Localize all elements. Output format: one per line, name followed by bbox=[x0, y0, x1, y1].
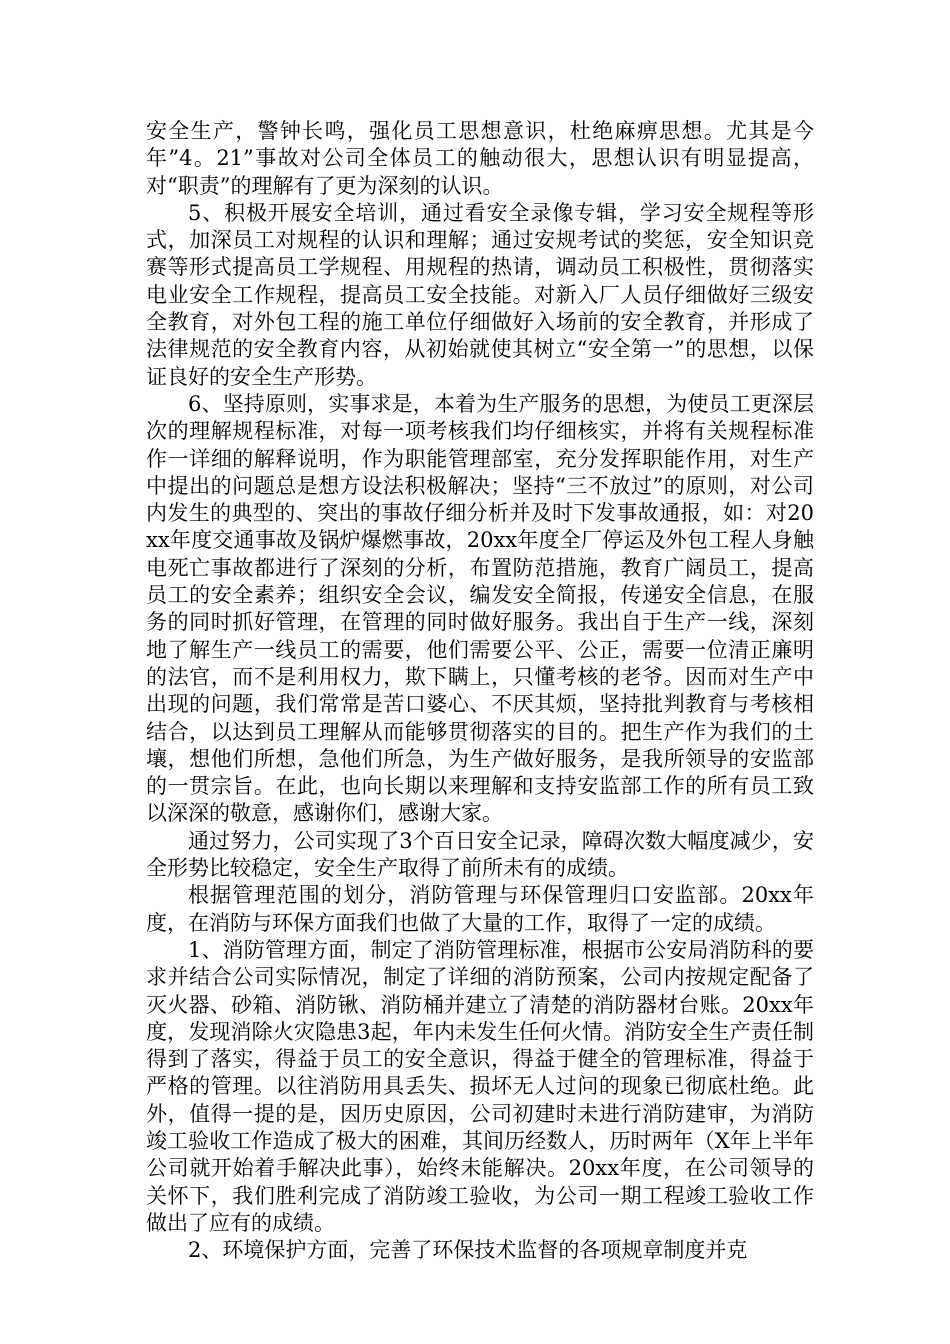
paragraph-fire-management: 1、消防管理方面，制定了消防管理标准，根据市公安局消防科的要求并结合公司实际情况，制定了详细的消防预案，公司内按规定配备了灭火器、砂箱、消防锹、消防桶并建立了清楚的消防器材台账。20xx年度，发现消除火灾隐患3起，年内未发生任何火情。消防安全生产责任制得到了落实，得益于员工的安全意识，得益于健全的管理标准，得益于严格的管理。以往消防用具丢失、损坏无人过问的现象已彻底杜绝。此外，值得一提的是，因历史原因，公司初建时未进行消防建审，为消防竣工验收工作造成了极大的困难，其间历经数人，历时两年（X年上半年公司就开始着手解决此事），始终未能解决。20xx年度，在公司领导的关怀下，我们胜利完成了消防竣工验收，为公司一期工程竣工验收工作做出了应有的成绩。 bbox=[146, 937, 814, 1235]
document-page bbox=[146, 118, 814, 1264]
paragraph-safety-training: 5、积极开展安全培训，通过看安全录像专辑，学习安全规程等形式，加深员工对规程的认识和理解；通过安规考试的奖惩，安全知识竞赛等形式提高员工学规程、用规程的热请，调动员工积极性，贯彻落实电业安全工作规程，提高员工安全技能。对新入厂人员仔细做好三级安全教育，对外包工程的施工单位仔细做好入场前的安全教育，并形成了法律规范的安全教育内容，从初始就使其树立“安全第一”的思想，以保证良好的安全生产形势。 bbox=[146, 200, 814, 389]
paragraph-continuation: 安全生产，警钟长鸣，强化员工思想意识，杜绝麻痹思想。尤其是今年”4。21”事故对公司全体员工的触动很大，思想认识有明显提高，对“职责”的理解有了更为深刻的认识。 bbox=[146, 119, 814, 198]
paragraph-results-summary: 通过努力，公司实现了3个百日安全记录，障碍次数大幅度减少，安全形势比较稳定，安全生产取得了前所未有的成绩。 bbox=[146, 828, 814, 881]
paragraph-environment-protection: 2、环境保护方面，完善了环保技术监督的各项规章制度并克 bbox=[188, 1238, 748, 1263]
paragraph-fire-environment-intro: 根据管理范围的划分，消防管理与环保管理归口安监部。20xx年度，在消防与环保方面我们也做了大量的工作，取得了一定的成绩。 bbox=[146, 883, 814, 935]
paragraph-adhere-principles: 6、坚持原则，实事求是，本着为生产服务的思想，为使员工更深层次的理解规程标准，对每一项考核我们均仔细核实，并将有关规程标准作一详细的解释说明，作为职能管理部室，充分发挥职能作用，对生产中提出的问题总是想方设法积极解决；坚持“三不放过”的原则，对公司内发生的典型的、突出的事故仔细分析并及时下发事故通报，如：对20xx年度交通事故及锅炉爆燃事故，20xx年度全厂停运及外包工程人身触电死亡事故都进行了深刻的分析，布置防范措施，教育广阔员工，提高员工的安全素养；组织安全会议，编发安全简报，传递安全信息，在服务的同时抓好管理，在管理的同时做好服务。我出自于生产一线，深刻地了解生产一线员工的需要，他们需要公平、公正，需要一位清正廉明的法官，而不是利用权力，欺下瞒上，只懂考核的老爷。因而对生产中出现的问题，我们常常是苦口婆心、不厌其烦，坚持批判教育与考核相结合，以达到员工理解从而能够贯彻落实的目的。把生产作为我们的土壤，想他们所想，急他们所急，为生产做好服务，是我所领导的安监部的一贯宗旨。在此，也向长期以来理解和支持安监部工作的所有员工致以深深的敬意，感谢你们，感谢大家。 bbox=[146, 391, 814, 826]
